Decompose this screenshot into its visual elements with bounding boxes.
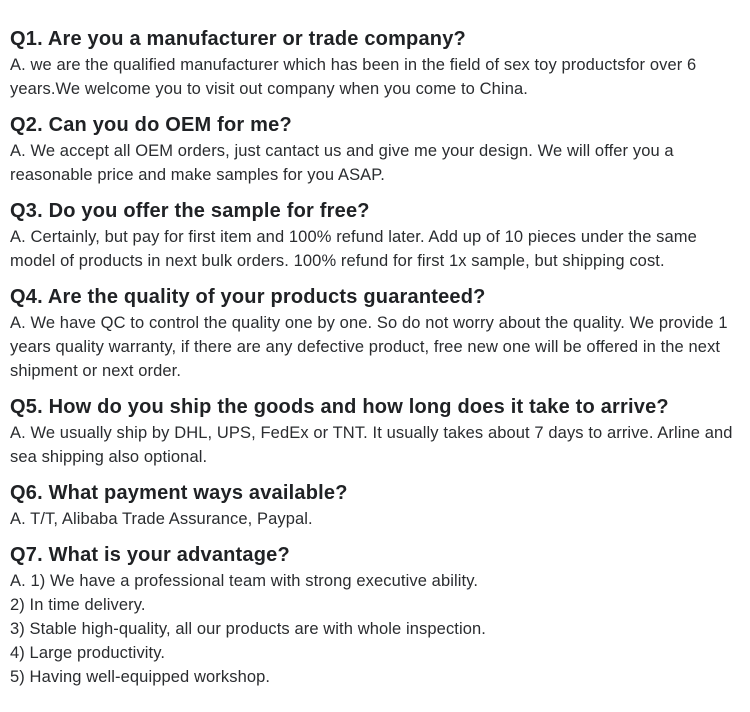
faq-answer (10, 311, 741, 383)
faq-answer-line: A. We have QC to control the quality one by one. So do not worry about the quality. We provide 1 years quality warranty, if there are any defective product, free new one will be offered in the next shipment or next order. (10, 314, 728, 380)
faq-question: Q3. Do you offer the sample for free? (10, 200, 370, 222)
faq-answer-line: 2) In time delivery. (10, 596, 146, 614)
faq-answer-line: 5) Having well-equipped workshop. (10, 668, 271, 686)
faq-question: Q2. Can you do OEM for me? (10, 114, 292, 136)
faq-item (10, 197, 741, 273)
faq-answer-line: A. 1) We have a professional team with strong executive ability. (10, 572, 479, 590)
faq-answer-line: A. We accept all OEM orders, just cantact us and give me your design. We will offer you a reasonable price and make samples for you ASAP. (10, 142, 674, 184)
faq-question: Q6. What payment ways available? (10, 482, 348, 504)
faq-answer-line: 3) Stable high-quality, all our products are with whole inspection. (10, 620, 486, 638)
faq-question: Q4. Are the quality of your products guaranteed? (10, 286, 486, 308)
faq-item (10, 393, 741, 469)
faq-item (10, 25, 741, 101)
faq-answer-line: A. T/T, Alibaba Trade Assurance, Paypal. (10, 510, 313, 528)
faq-item (10, 283, 741, 383)
faq-item (10, 479, 741, 531)
faq-question: Q7. What is your advantage? (10, 544, 290, 566)
faq-answer-line: A. we are the qualified manufacturer which has been in the field of sex toy productsfor over 6 years.We welcome you to visit out company when you come to China. (10, 56, 697, 98)
faq-answer (10, 225, 741, 273)
faq-answer-line: A. We usually ship by DHL, UPS, FedEx or TNT. It usually takes about 7 days to arrive. Arline and sea shipping also optional. (10, 424, 733, 466)
faq-question: Q5. How do you ship the goods and how long does it take to arrive? (10, 396, 669, 418)
faq-answer (10, 421, 741, 469)
faq-answer (10, 53, 741, 101)
faq-answer-line: 4) Large productivity. (10, 644, 166, 662)
faq-item (10, 541, 741, 689)
faq-answer-line: A. Certainly, but pay for first item and 100% refund later. Add up of 10 pieces under the same model of products in next bulk orders. 100% refund for first 1x sample, but shipping cost. (10, 228, 697, 270)
faq-question: Q1. Are you a manufacturer or trade company? (10, 28, 466, 50)
faq-answer (10, 507, 741, 531)
faq-answer (10, 139, 741, 187)
faq-answer (10, 569, 741, 689)
faq-item (10, 111, 741, 187)
